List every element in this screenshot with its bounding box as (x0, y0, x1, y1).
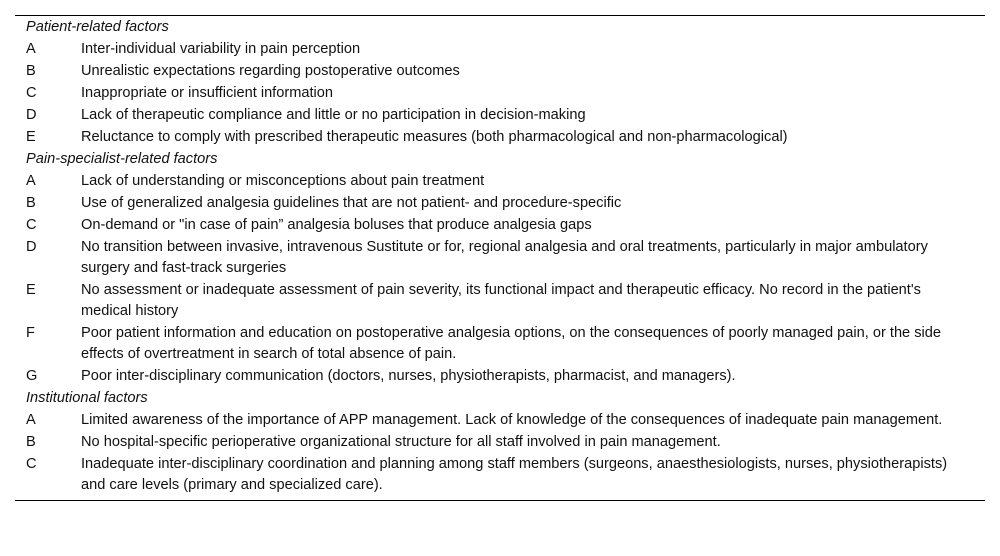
row-letter: A (26, 412, 36, 428)
table-row (15, 170, 985, 192)
row-text: No hospital-specific perioperative organizational structure for all staff involved in pain management. (81, 434, 721, 450)
row-letter: B (26, 195, 36, 211)
table-row (15, 104, 985, 126)
row-letter: C (26, 456, 37, 472)
table-row (15, 365, 985, 387)
table-row (15, 38, 985, 60)
row-text: On-demand or "in case of pain” analgesia boluses that produce analgesia gaps (81, 217, 592, 233)
row-text: Inappropriate or insufficient information (81, 85, 334, 101)
row-text: Unrealistic expectations regarding postoperative outcomes (81, 63, 460, 79)
section-title: Pain-specialist-related factors (26, 151, 218, 167)
row-letter: D (26, 239, 37, 255)
row-letter: G (26, 368, 38, 384)
table-row (15, 236, 985, 279)
row-text: Lack of therapeutic compliance and little or no participation in decision-making (81, 107, 586, 123)
table-row (15, 322, 985, 365)
row-letter: C (26, 217, 37, 233)
row-text: No assessment or inadequate assessment of pain severity, its functional impact and therapeutic efficacy. No record in the patient's medical history (81, 282, 921, 319)
table-row (15, 214, 985, 236)
row-letter: E (26, 282, 36, 298)
row-text: Poor inter-disciplinary communication (doctors, nurses, physiotherapists, pharmacist, and managers). (81, 368, 736, 384)
table-row (15, 279, 985, 322)
row-text: No transition between invasive, intravenous Sustitute or for, regional analgesia and oral treatments, particularly in major ambulatory surgery and fast-track surgeries (81, 239, 928, 276)
row-text: Inadequate inter-disciplinary coordination and planning among staff members (surgeons, anaesthesiologists, nurses, physiotherapists) and care levels (primary and specialized care). (81, 456, 948, 493)
row-letter: C (26, 85, 37, 101)
table-row (15, 126, 985, 148)
table-row (15, 60, 985, 82)
row-letter: F (26, 325, 35, 341)
row-text: Reluctance to comply with prescribed therapeutic measures (both pharmacological and non-pharmacological) (81, 129, 788, 145)
row-letter: A (26, 41, 36, 57)
table-row (15, 453, 985, 496)
row-letter: E (26, 129, 36, 145)
row-letter: D (26, 107, 37, 123)
row-text: Use of generalized analgesia guidelines that are not patient- and procedure-specific (81, 195, 622, 211)
row-letter: B (26, 63, 36, 79)
table-row (15, 82, 985, 104)
table-row (15, 409, 985, 431)
row-text: Poor patient information and education on postoperative analgesia options, on the consequences of poorly managed pain, or the side effects of overtreatment in search of total absence of pain. (81, 325, 941, 362)
row-letter: A (26, 173, 36, 189)
row-text: Inter-individual variability in pain perception (81, 41, 361, 57)
factors-table (15, 15, 985, 501)
row-letter: B (26, 434, 36, 450)
section-title: Patient-related factors (26, 19, 169, 35)
section-title: Institutional factors (26, 390, 148, 406)
table-row (15, 192, 985, 214)
row-text: Limited awareness of the importance of APP management. Lack of knowledge of the consequences of inadequate pain management. (81, 412, 943, 428)
table-row (15, 431, 985, 453)
row-text: Lack of understanding or misconceptions about pain treatment (81, 173, 485, 189)
